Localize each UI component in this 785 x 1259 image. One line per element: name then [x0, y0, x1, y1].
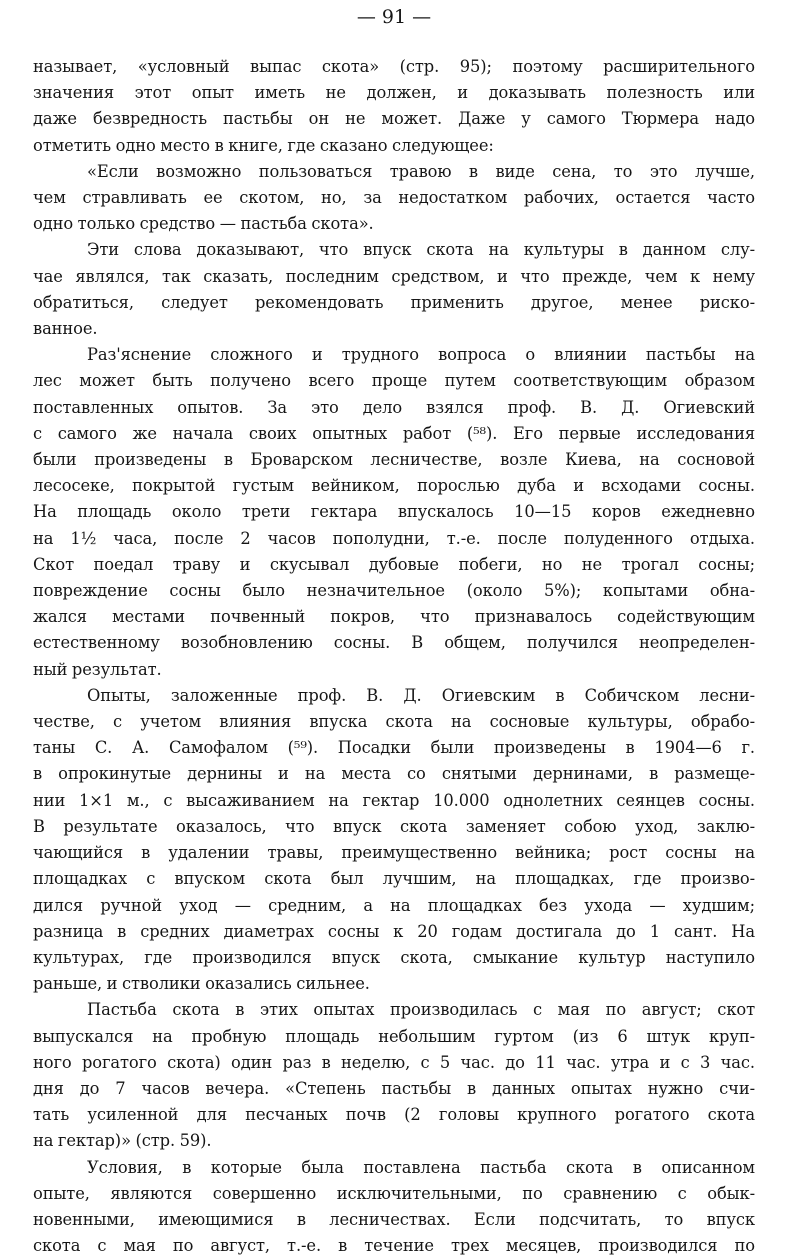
text-line: на 1½ часа, после 2 часов пополудни, т.-е. после полуденного отдыха. — [33, 528, 755, 548]
paragraph — [33, 54, 755, 159]
text-line: одно только средство — пастьба скота». — [33, 214, 374, 234]
paragraph — [33, 342, 755, 683]
text-line: отметить одно место в книге, где сказано следующее: — [33, 135, 494, 155]
text-line: разница в средних диаметрах сосны к 20 годам достигала до 1 сант. На — [33, 921, 755, 941]
text-line: чающийся в удалении травы, преимущественно вейника; рост сосны на — [33, 843, 755, 863]
text-line: чае являлся, так сказать, последним средством, и что прежде, чем к нему — [33, 266, 755, 286]
paragraph — [33, 683, 755, 997]
text-line: в опрокинутые дернины и на места со снятыми дернинами, в размеще- — [33, 764, 755, 784]
paragraph — [33, 159, 755, 238]
text-line: дня до 7 часов вечера. «Степень пастьбы в данных опытах нужно счи- — [33, 1078, 755, 1098]
text-line: опыте, являются совершенно исключительными, по сравнению с обык- — [33, 1183, 755, 1203]
text-line: называет, «условный выпас скота» (стр. 95); поэтому расширительного — [33, 57, 755, 76]
body-text — [33, 54, 755, 1259]
text-line: обратиться, следует рекомендовать применить другое, менее риско- — [33, 292, 755, 312]
text-line: культурах, где производился впуск скота, смыкание культур наступило — [33, 947, 755, 967]
text-line: В результате оказалось, что впуск скота заменяет собою уход, заклю- — [33, 816, 755, 836]
text-line: таны С. А. Самофалом (⁵⁹). Посадки были произведены в 1904—6 г. — [33, 738, 755, 758]
text-line: площадках с впуском скота был лучшим, на площадках, где произво- — [33, 869, 755, 889]
text-line: Раз'яснение сложного и трудного вопроса о влиянии пастьбы на — [87, 345, 755, 365]
text-line: поставленных опытов. За это дело взялся проф. В. Д. Огиевский — [33, 397, 755, 417]
text-line: были произведены в Броварском лесничестве, возле Киева, на сосновой — [33, 450, 755, 470]
text-line: нии 1×1 м., с высаживанием на гектар 10.000 однолетних сеянцев сосны. — [33, 790, 755, 810]
text-line: «Если возможно пользоваться травою в виде сена, то это лучше, — [87, 161, 755, 181]
text-line: лес может быть получено всего проще путем соответствующим образом — [33, 371, 755, 391]
text-line: Скот поедал траву и скусывал дубовые побеги, но не трогал сосны; — [33, 554, 755, 574]
paragraph — [33, 997, 755, 1154]
text-line: раньше, и стволики оказались сильнее. — [33, 974, 370, 994]
text-line: ванное. — [33, 319, 98, 339]
text-line: жался местами почвенный покров, что признавалось содействующим — [33, 607, 755, 627]
text-line: Опыты, заложенные проф. В. Д. Огиевским в Собичском лесни- — [87, 685, 755, 705]
text-line: значения этот опыт иметь не должен, и доказывать полезность или — [33, 83, 755, 103]
page-number: — 91 — — [356, 6, 432, 28]
text-line: чем стравливать ее скотом, но, за недостатком рабочих, остается часто — [33, 188, 755, 208]
text-line: новенными, имеющимися в лесничествах. Если подсчитать, то впуск — [33, 1209, 755, 1229]
text-line: Пастьба скота в этих опытах производилась с мая по август; скот — [87, 1000, 755, 1020]
text-line: скота с мая по август, т.-е. в течение трех месяцев, производился по — [33, 1236, 755, 1256]
text-line: даже безвредность пастьбы он не может. Даже у самого Тюрмера надо — [33, 109, 755, 129]
paragraph — [33, 237, 755, 342]
text-line: естественному возобновлению сосны. В общем, получился неопределен- — [33, 633, 755, 653]
text-line: выпускался на пробную площадь небольшим гуртом (из 6 штук круп- — [33, 1026, 755, 1046]
text-line: с самого же начала своих опытных работ (⁵⁸). Его первые исследования — [33, 423, 755, 443]
text-line: на гектар)» (стр. 59). — [33, 1131, 212, 1151]
text-line: Условия, в которые была поставлена пастьба скота в описанном — [87, 1157, 755, 1177]
text-line: ный результат. — [33, 659, 162, 679]
text-line: лесосеке, покрытой густым вейником, порослью дуба и всходами сосны. — [33, 476, 755, 496]
text-line: повреждение сосны было незначительное (около 5%); копытами обна- — [33, 581, 755, 601]
text-line: На площадь около трети гектара впускалось 10—15 коров ежедневно — [33, 502, 755, 522]
text-line: дился ручной уход — средним, а на площадках без ухода — худшим; — [33, 895, 755, 915]
text-line: тать усиленной для песчаных почв (2 головы крупного рогатого скота — [33, 1105, 755, 1125]
text-line: Эти слова доказывают, что впуск скота на культуры в данном слу- — [87, 240, 755, 260]
text-line: ного рогатого скота) один раз в неделю, с 5 час. до 11 час. утра и с 3 час. — [33, 1052, 755, 1072]
paragraph — [33, 1155, 755, 1259]
text-line: честве, с учетом влияния впуска скота на сосновые культуры, обрабо- — [33, 712, 755, 732]
